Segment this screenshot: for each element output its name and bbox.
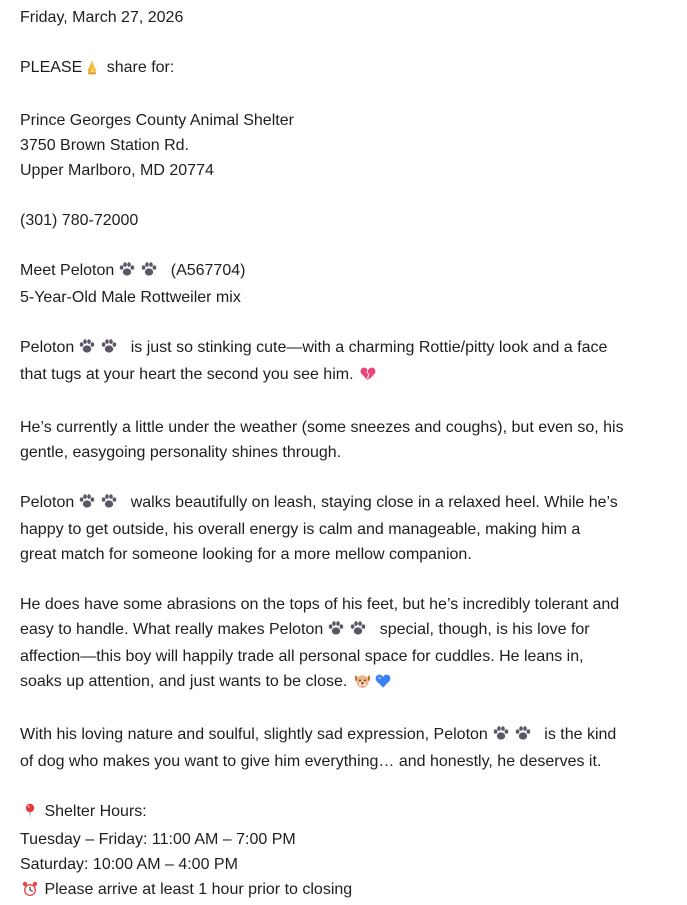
address-line-1: 3750 Brown Station Rd. [20,137,189,154]
meet-line [20,258,680,285]
paragraph-4-line-2 [20,617,680,644]
paragraph-4-line-4 [20,669,680,697]
phone-number: (301) 780-72000 [20,212,139,229]
paragraph-text: is the kind [544,726,617,743]
alarm-clock-icon [22,880,38,905]
name-text: Peloton [20,339,75,356]
paragraph-5-line-1 [20,722,680,749]
share-request [20,55,680,83]
name-text: Peloton [20,494,75,511]
hours-weekday: Tuesday – Friday: 11:00 AM – 7:00 PM [20,831,296,848]
hours-saturday: Saturday: 10:00 AM – 4:00 PM [20,856,238,873]
folded-hands-icon [84,58,100,83]
paragraph-text: that tugs at your heart the second you see him. [20,366,354,383]
paragraph-5-line-2: of dog who makes you want to give him everything… and honestly, he deserves it. [20,753,602,770]
blue-heart-icon [375,672,391,697]
paw-prints-icon [327,619,371,644]
pushpin-icon [22,802,38,827]
paragraph-text: With his loving nature and soulful, slightly sad expression, Peloton [20,726,488,743]
paragraph-text: special, though, is his love for [379,621,590,638]
spacer [20,390,680,415]
spacer [20,83,680,108]
paragraph-1-line-2 [20,362,680,390]
hours-heading [20,799,680,827]
paragraph-text: easy to handle. What really makes Peloton [20,621,324,638]
post-date: Friday, March 27, 2026 [20,9,184,26]
arrival-note [20,877,680,905]
paw-prints-icon [78,492,122,517]
spacer [20,567,680,592]
paragraph-2-line-2: gentle, easygoing personality shines through. [20,444,342,461]
spacer [20,465,680,490]
arrival-note-text: Please arrive at least 1 hour prior to closing [44,881,353,898]
paragraph-text: soaks up attention, and just wants to be close. [20,673,348,690]
meet-prefix: Meet Peloton [20,262,115,279]
paragraph-4-line-3: affection—this boy will happily trade all personal space for cuddles. He leans in, [20,648,584,665]
paw-prints-icon [118,260,162,285]
spacer [20,774,680,799]
paw-prints-icon [78,337,122,362]
share-suffix: share for: [106,59,175,76]
paragraph-4-line-1: He does have some abrasions on the tops of his feet, but he’s incredibly tolerant and [20,596,620,613]
share-prefix: PLEASE [20,59,83,76]
paragraph-text: walks beautifully on leash, staying close in a relaxed heel. While he’s [130,494,618,511]
post-body [20,5,680,905]
paw-prints-icon [492,724,536,749]
paragraph-text: is just so stinking cute—with a charming Rottie/pitty look and a face [130,339,608,356]
paragraph-3-line-3: great match for someone looking for a more mellow companion. [20,546,472,563]
hours-heading-text: Shelter Hours: [44,803,147,820]
paragraph-1-line-1 [20,335,680,362]
paragraph-3-line-2: happy to get outside, his overall energy is calm and manageable, making him a [20,521,581,538]
spacer [20,310,680,335]
dog-face-icon [354,672,371,697]
animal-description: 5-Year-Old Male Rottweiler mix [20,289,241,306]
animal-id: (A567704) [170,262,246,279]
paragraph-3-line-1 [20,490,680,517]
broken-heart-icon [360,365,376,390]
spacer [20,233,680,258]
spacer [20,183,680,208]
paragraph-2-line-1: He’s currently a little under the weather (some sneezes and coughs), but even so, his [20,419,624,436]
address-line-2: Upper Marlboro, MD 20774 [20,162,214,179]
spacer [20,30,680,55]
spacer [20,697,680,722]
shelter-name: Prince Georges County Animal Shelter [20,112,294,129]
